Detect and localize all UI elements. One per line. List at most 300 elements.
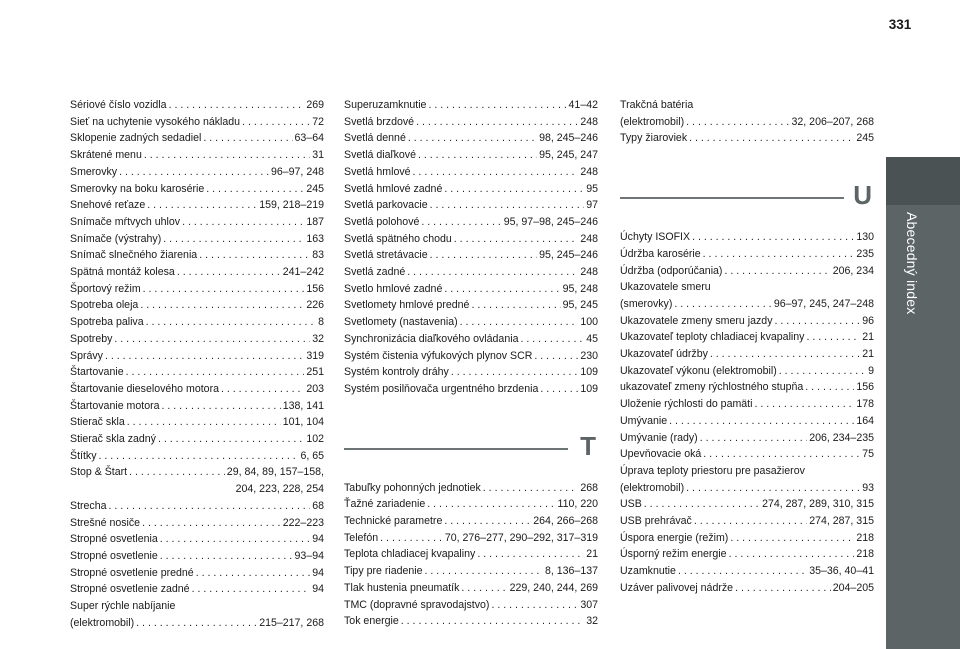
index-pages: 93–94 [294,549,324,562]
index-pages: 248 [580,165,598,178]
dot-leader [692,229,854,246]
index-entry [70,431,324,448]
index-pages: 98, 245–246 [539,132,598,145]
index-entry [70,164,324,181]
dot-leader [105,348,304,365]
dot-leader [454,231,579,248]
index-term: Umývanie (rady) [620,431,698,444]
index-entry [70,464,324,481]
dot-leader [444,513,531,530]
index-pages: 75 [862,448,874,461]
index-term: Strecha [70,499,107,512]
index-entry [344,364,598,381]
index-entry [70,581,324,598]
index-term: Synchronizácia diaľkového ovládania [344,332,519,345]
index-term: Skrátené menu [70,149,142,162]
dot-leader [418,147,537,164]
index-term: Stropné osvetlenia [70,533,158,546]
index-entry [70,515,324,532]
index-entry-term-line: Úprava teploty priestoru pre pasažierov [620,464,805,477]
index-term: Ukazovateľ teploty chladiacej kvapaliny [620,331,805,344]
index-pages: 218 [856,531,874,544]
page-number: 331 [888,17,912,32]
index-entry [70,97,324,114]
index-entry [620,263,874,280]
index-entry [70,398,324,415]
dot-leader [177,264,281,281]
index-pages: 68 [312,499,324,512]
index-term: Ukazovateľ údržby [620,348,708,361]
dot-leader [140,297,304,314]
index-entry [344,530,598,547]
dot-leader [669,413,854,430]
index-pages: 269 [306,99,324,111]
dot-leader [126,364,305,381]
index-term: ukazovateľ zmeny rýchlostného stupňa [620,381,804,394]
dot-leader [162,398,281,415]
index-pages: 235 [856,247,874,260]
index-pages: 9 [868,364,874,377]
dot-leader [444,281,560,298]
dot-leader [686,480,860,497]
index-term: Uzamknutie [620,565,676,578]
index-term: Ťažné zariadenie [344,498,426,511]
index-pages: 35–36, 40–41 [809,565,874,578]
dot-leader [735,580,831,597]
index-term: Sériové číslo vozidla [70,99,167,111]
dot-leader [729,546,855,563]
dot-leader [686,114,789,131]
index-pages: 21 [862,331,874,344]
index-pages: 164 [856,414,874,427]
dot-leader [430,197,585,214]
dot-leader [142,515,281,532]
index-pages: 41–42 [568,99,598,111]
dot-leader [401,613,584,630]
dot-leader [407,264,578,281]
index-term: Svetlomety hmlové predné [344,299,470,312]
index-entry [344,613,598,630]
index-entry [344,348,598,365]
dot-leader [703,246,855,263]
index-pages: 251 [306,366,324,379]
dot-leader [689,130,854,147]
index-pages: 218 [856,548,874,561]
index-entry [70,331,324,348]
index-pages: 319 [306,349,324,362]
letter-rule [620,197,844,199]
letter-header-t [344,426,598,470]
index-term: Typy žiaroviek [620,132,688,145]
index-term: (elektromobil) [620,115,685,128]
index-entry [70,114,324,131]
letter-rule [344,448,568,450]
dot-leader [477,546,584,563]
dot-leader [451,364,579,381]
index-entry [344,314,598,331]
index-entry [344,164,598,181]
dot-leader [127,414,281,431]
index-pages: 248 [580,115,598,128]
index-entry [620,379,874,396]
index-term: (smerovky) [620,297,673,310]
index-term: Športový režim [70,282,141,295]
dot-leader [109,498,311,515]
index-term: Svetlá parkovacie [344,199,428,212]
index-term: Tok energie [344,615,399,628]
index-pages: 100 [580,316,598,329]
index-pages: 45 [586,332,598,345]
index-column-2 [344,97,598,630]
index-term: Štartovanie [70,366,124,379]
index-pages: 8, 136–137 [544,565,598,578]
section-tab-label: Abecedný index [904,212,920,315]
index-term: Svetlo hmlové zadné [344,282,443,295]
index-pages: 109 [580,366,598,379]
index-pages: 97 [586,199,598,212]
index-entry [70,231,324,248]
index-term: Teplota chladiacej kvapaliny [344,548,476,561]
dot-leader [805,379,854,396]
index-pages: 29, 84, 89, 157–158, [226,466,324,479]
index-entry-term-line: Ukazovatele smeru [620,281,711,294]
index-term: Štartovanie dieselového motora [70,382,219,395]
index-pages: 130 [856,231,874,244]
index-term: Štartovanie motora [70,399,160,412]
index-pages: 163 [306,232,324,245]
index-pages: 307 [580,598,598,611]
index-term: Ukazovatele zmeny smeru jazdy [620,314,773,327]
index-term: Tipy pre riadenie [344,565,423,578]
dot-leader [119,164,269,181]
index-pages: 138, 141 [282,399,324,412]
dot-leader [144,147,310,164]
index-term: Svetlá stretávacie [344,249,428,262]
dot-leader [146,314,316,331]
index-entry [620,296,874,313]
index-term: Sieť na uchytenie vysokého nákladu [70,115,241,128]
dot-leader [428,97,566,114]
index-term: Umývanie [620,414,668,427]
index-pages: 32, 206–207, 268 [791,115,874,128]
index-entry [344,546,598,563]
index-entry [620,246,874,263]
index-term: Svetlá denné [344,132,406,145]
index-entry [620,430,874,447]
index-term: (elektromobil) [620,481,685,494]
dot-leader [169,97,305,114]
index-pages: 93 [862,481,874,494]
index-pages: 248 [580,232,598,245]
index-term: Ukazovateľ výkonu (elektromobil) [620,364,777,377]
dot-leader [136,615,257,632]
dot-leader [158,431,304,448]
index-term: Svetlá spätného chodu [344,232,452,245]
index-entry [70,414,324,431]
dot-leader [196,565,311,582]
letter-header-u [620,175,874,219]
index-pages: 245 [306,182,324,195]
index-term: Snehové reťaze [70,199,146,212]
index-entry [620,513,874,530]
index-term: Stropné osvetlenie predné [70,566,194,579]
index-pages: 204–205 [832,581,874,594]
dot-leader [192,581,311,598]
index-term: Stropné osvetlenie [70,549,158,562]
index-term: Systém posilňovača urgentného brzdenia [344,382,539,395]
index-pages: 94 [312,583,324,596]
index-pages: 215–217, 268 [259,616,324,629]
index-term: Správy [70,349,103,362]
index-entry [70,448,324,465]
dot-leader [408,130,537,147]
index-pages: 8 [318,316,324,329]
dot-leader [491,597,578,614]
index-pages: 95, 245–246 [539,249,598,262]
index-pages: 94 [312,566,324,579]
index-entry [344,480,598,497]
index-term: Úchyty ISOFIX [620,231,691,244]
index-entry [620,363,874,380]
index-pages: 245 [856,132,874,145]
index-term: Uloženie rýchlosti do pamäti [620,398,753,411]
letter-u: U [853,180,872,211]
dot-leader [674,296,771,313]
index-entry [344,147,598,164]
index-entry [344,297,598,314]
index-term: Štítky [70,449,97,462]
letter-t: T [580,430,596,461]
index-pages: 95 [586,182,598,195]
dot-leader [806,329,860,346]
index-column-3 [620,97,874,597]
index-pages: 94 [312,533,324,546]
dot-leader [534,348,578,365]
index-entry [344,97,598,114]
dot-leader [242,114,310,131]
index-entry [344,563,598,580]
index-pages: 83 [312,249,324,262]
index-entry [620,546,874,563]
index-term: Tlak hustenia pneumatík [344,581,460,594]
dot-leader [694,513,807,530]
index-pages: 187 [306,215,324,228]
index-entry [620,446,874,463]
index-entry [620,530,874,547]
dot-leader [199,247,310,264]
dot-leader [644,496,760,513]
dot-leader [779,363,866,380]
index-term: Strešné nosiče [70,516,141,529]
index-entry [70,348,324,365]
dot-leader [203,130,292,147]
dot-leader [143,281,305,298]
index-pages: 248 [580,266,598,279]
index-entry [620,313,874,330]
dot-leader [425,563,543,580]
index-entry [70,364,324,381]
dot-leader [163,231,304,248]
dot-leader [460,314,579,331]
index-term: Smerovky [70,165,118,178]
index-pages: 63–64 [294,132,324,145]
index-pages: 95, 248 [562,282,598,295]
index-pages: 96–97, 245, 247–248 [773,297,874,310]
index-entry [70,181,324,198]
index-pages: 230 [580,349,598,362]
index-pages: 206, 234–235 [809,431,874,444]
index-pages: 96 [862,314,874,327]
index-term: Svetlá brzdové [344,115,415,128]
index-term: Stop & Štart [70,466,128,479]
index-term: Telefón [344,531,379,544]
dot-leader [129,464,225,481]
index-term: Svetlá polohové [344,215,420,228]
index-entry [620,114,874,131]
dot-leader [754,396,854,413]
index-term: USB prehrávač [620,515,692,528]
index-pages: 102 [306,433,324,446]
index-entry [70,548,324,565]
index-term: Snímač slnečného žiarenia [70,249,198,262]
dot-leader [430,247,537,264]
index-pages: 268 [580,481,598,494]
index-entry [70,214,324,231]
index-term: Systém kontroly dráhy [344,366,449,379]
dot-leader [221,381,304,398]
index-term: Tabuľky pohonných jednotiek [344,481,481,494]
index-pages: 159, 218–219 [259,199,324,212]
index-term: Smerovky na boku karosérie [70,182,205,195]
index-pages: 203 [306,382,324,395]
dot-leader [520,331,584,348]
dot-leader [147,197,257,214]
index-entry [344,181,598,198]
dot-leader [461,580,507,597]
index-entry [344,130,598,147]
index-entry [70,297,324,314]
index-entry-term-line: Super rýchle nabíjanie [70,600,176,613]
index-term: Stropné osvetlenie zadné [70,583,190,596]
index-pages: 206, 234 [832,264,874,277]
index-pages: 241–242 [282,266,324,279]
index-term: (elektromobil) [70,616,135,629]
dot-leader [413,164,579,181]
dot-leader [730,530,854,547]
index-term: Snímače mŕtvych uhlov [70,215,181,228]
index-pages: 156 [306,282,324,295]
index-entry [620,396,874,413]
index-term: Stierač skla zadný [70,433,156,446]
dot-leader [483,480,579,497]
index-pages: 70, 276–277, 290–292, 317–319 [444,531,598,544]
index-pages: 101, 104 [282,416,324,429]
index-term: Svetlá hmlové zadné [344,182,443,195]
index-entry [70,281,324,298]
index-pages: 109 [580,382,598,395]
index-pages: 95, 245 [562,299,598,312]
index-term: Stierač skla [70,416,125,429]
index-pages: 110, 220 [557,498,598,511]
dot-leader [206,181,304,198]
index-pages: 95, 245, 247 [539,149,598,162]
index-term: Svetlá hmlové [344,165,411,178]
dot-leader [416,114,578,131]
dot-leader [99,448,299,465]
index-pages: 96–97, 248 [270,165,324,178]
index-entry [344,214,598,231]
index-entry [344,281,598,298]
index-pages: 95, 97–98, 245–246 [503,215,598,228]
index-term: Svetlá diaľkové [344,149,416,162]
dot-leader [380,530,443,547]
index-entry [620,130,874,147]
index-term: Údržba (odporúčania) [620,264,723,277]
index-pages: 178 [856,398,874,411]
dot-leader [160,548,293,565]
index-entry [344,247,598,264]
dot-leader [724,263,830,280]
index-pages: 21 [862,348,874,361]
index-term: Spätná montáž kolesa [70,266,175,279]
index-entry [620,563,874,580]
index-entry [344,331,598,348]
index-entry [70,498,324,515]
index-term: Systém čistenia výfukových plynov SCR [344,349,533,362]
index-pages: 156 [856,381,874,394]
index-entry [620,496,874,513]
index-term: Spotreba paliva [70,316,144,329]
index-pages: 264, 266–268 [533,515,598,528]
index-entry [620,480,874,497]
dot-leader [703,446,860,463]
index-term: Spotreby [70,332,113,345]
index-pages: 274, 287, 315 [809,515,874,528]
index-pages: 32 [312,332,324,345]
index-term: Úsporný režim energie [620,548,727,561]
index-entry [344,513,598,530]
index-pages: 21 [586,548,598,561]
dot-leader [710,346,860,363]
index-pages-continued: 204, 223, 228, 254 [235,483,324,496]
dot-leader [114,331,310,348]
index-term: Spotreba oleja [70,299,139,312]
index-entry [344,231,598,248]
index-term: Svetlá zadné [344,266,406,279]
index-entry [620,413,874,430]
index-pages: 222–223 [282,516,324,529]
index-entry [620,329,874,346]
index-entry [344,264,598,281]
section-tab [886,157,960,649]
index-entry [344,496,598,513]
dot-leader [182,214,304,231]
index-column-1 [70,97,324,632]
dot-leader [540,381,578,398]
index-term: Úspora energie (režim) [620,531,729,544]
index-entry [344,597,598,614]
index-term: Upevňovacie oká [620,448,702,461]
dot-leader [421,214,501,231]
index-entry [70,130,324,147]
index-pages: 72 [312,115,324,128]
section-tab-marker [886,157,960,205]
index-entry [70,314,324,331]
index-term: Uzáver palivovej nádrže [620,581,734,594]
dot-leader [427,496,555,513]
index-entry [70,381,324,398]
index-pages: 226 [306,299,324,312]
